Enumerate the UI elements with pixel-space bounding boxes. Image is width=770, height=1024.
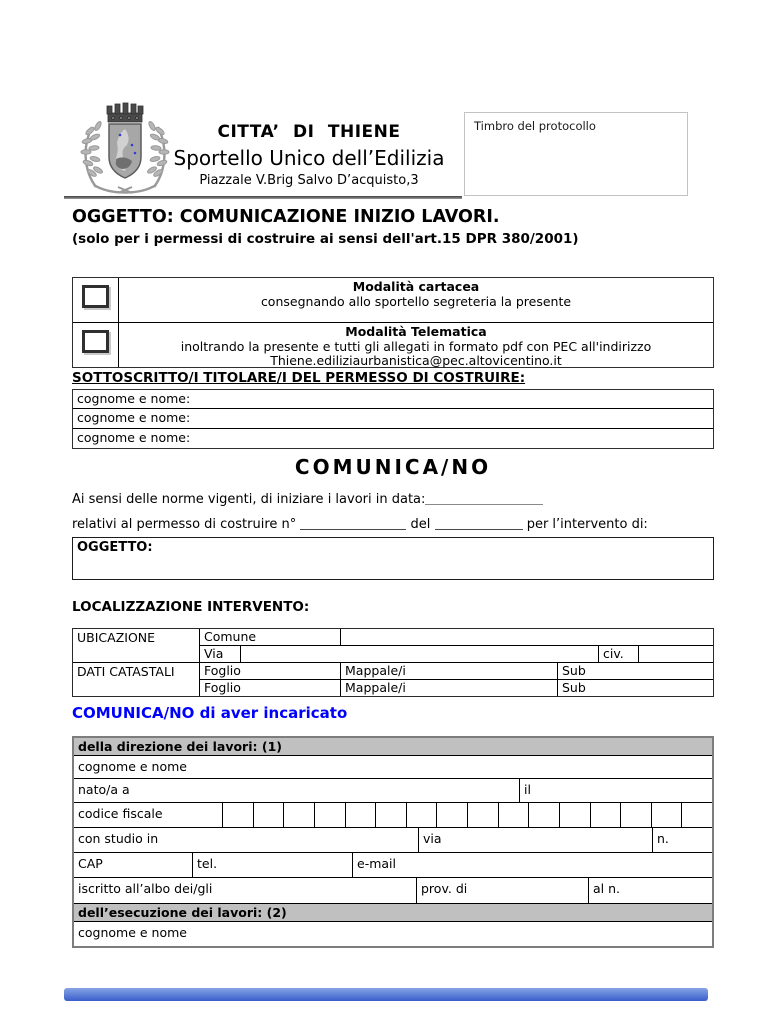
dl-numero-field[interactable]: n. xyxy=(657,831,669,846)
dl-albo-field[interactable]: iscritto all’albo dei/gli xyxy=(74,878,417,903)
dl-cap-row xyxy=(74,853,712,878)
cf-char-box-2[interactable] xyxy=(254,803,285,827)
civ-field[interactable] xyxy=(639,646,713,663)
dati-catastali-group xyxy=(73,663,713,696)
dl-via-field[interactable]: via xyxy=(419,828,653,852)
location-table xyxy=(72,628,714,697)
declaration-line-2 xyxy=(72,517,648,532)
cf-char-box-8[interactable] xyxy=(437,803,468,827)
cf-char-box-9[interactable] xyxy=(468,803,499,827)
cf-char-box-16[interactable] xyxy=(682,803,712,827)
permit-number-sentence: relativi al permesso di costruire n° xyxy=(72,517,297,532)
dl-nato-field[interactable]: nato/a a xyxy=(74,779,520,802)
esecuzione-lavori-section-header xyxy=(74,904,712,922)
start-date-blank[interactable] xyxy=(425,492,543,505)
foglio-field-2[interactable]: Foglio xyxy=(200,680,341,697)
assignment-heading: COMUNICA/NO di aver incaricato xyxy=(72,704,348,722)
assignment-table xyxy=(72,736,714,948)
dl-cap-field[interactable]: CAP xyxy=(74,853,193,877)
direzione-lavori-title: della direzione dei lavori: (1) xyxy=(78,739,282,754)
cf-char-box-15[interactable] xyxy=(652,803,683,827)
protocol-stamp-box xyxy=(464,112,688,196)
cf-char-box-12[interactable] xyxy=(560,803,591,827)
cf-char-box-1[interactable] xyxy=(223,803,254,827)
via-field[interactable] xyxy=(241,646,599,663)
dl-codice-fiscale-label: codice fiscale xyxy=(74,803,223,827)
dl-albo-row xyxy=(74,878,712,904)
mode-telematic-pec-address: Thiene.ediliziaurbanistica@pec.altovicentino.it xyxy=(270,353,562,368)
catasto-row-1 xyxy=(200,663,713,680)
foglio-field-1[interactable]: Foglio xyxy=(200,663,341,679)
declaration-title: COMUNICA/NO xyxy=(294,455,492,479)
cf-char-box-6[interactable] xyxy=(376,803,407,827)
dl-nato-row xyxy=(74,779,712,803)
dl-email-field[interactable]: e-mail xyxy=(357,856,396,871)
signatory-name-field-2[interactable]: cognome e nome: xyxy=(77,410,191,426)
permit-number-blank[interactable] xyxy=(300,517,406,530)
ubicazione-label: UBICAZIONE xyxy=(73,629,200,662)
cf-char-box-11[interactable] xyxy=(529,803,560,827)
mode-paper-checkbox[interactable] xyxy=(82,285,109,308)
mode-telematic-checkbox[interactable] xyxy=(82,330,109,353)
el-cognome-row xyxy=(74,922,712,946)
signatories-heading: SOTTOSCRITTO/I TITOLARE/I DEL PERMESSO DI COSTRUIRE: xyxy=(72,370,526,386)
mappale-field-2[interactable]: Mappale/i xyxy=(341,680,558,697)
via-label: Via xyxy=(200,646,241,663)
delivery-mode-table xyxy=(72,277,714,368)
oggetto-description-box[interactable] xyxy=(72,537,714,580)
mappale-field-1[interactable]: Mappale/i xyxy=(341,663,558,679)
signatory-name-field-1[interactable]: cognome e nome: xyxy=(77,391,191,406)
header-divider-rule xyxy=(64,196,462,199)
mode-paper-title: Modalità cartacea xyxy=(352,279,480,294)
protocol-stamp-label: Timbro del protocollo xyxy=(474,119,596,133)
permit-date-blank[interactable] xyxy=(435,517,523,530)
dl-studio-row xyxy=(74,828,712,853)
footer-blue-bar xyxy=(64,988,708,1001)
declaration-line-1 xyxy=(72,492,543,507)
dl-cognome-field[interactable]: cognome e nome xyxy=(78,759,187,774)
mode-telematic-checkbox-cell xyxy=(73,323,119,367)
cf-char-box-5[interactable] xyxy=(346,803,377,827)
direzione-lavori-section-header xyxy=(74,738,712,756)
el-cognome-field[interactable]: cognome e nome xyxy=(78,925,187,940)
dati-catastali-label: DATI CATASTALI xyxy=(73,663,200,696)
subject-subtitle: (solo per i permessi di costruire ai sensi dell'art.15 DPR 380/2001) xyxy=(72,231,579,247)
sub-field-1[interactable]: Sub xyxy=(562,663,586,678)
signatories-table xyxy=(72,389,714,449)
cf-char-box-14[interactable] xyxy=(621,803,652,827)
mode-telematic-title: Modalità Telematica xyxy=(345,324,487,339)
mode-paper-description xyxy=(119,278,713,322)
dl-numero-albo-field[interactable]: al n. xyxy=(593,881,621,896)
dl-studio-field[interactable]: con studio in xyxy=(74,828,419,852)
signatory-row-1[interactable] xyxy=(73,390,713,409)
location-heading: LOCALIZZAZIONE INTERVENTO: xyxy=(72,599,310,615)
mode-telematic-description xyxy=(119,323,713,367)
city-coat-of-arms-logo xyxy=(80,101,170,195)
ubicazione-group xyxy=(73,629,713,663)
dl-tel-field[interactable]: tel. xyxy=(193,853,353,877)
dl-data-nascita-field[interactable]: il xyxy=(524,782,531,797)
mode-row-paper xyxy=(73,278,713,323)
cf-char-box-3[interactable] xyxy=(284,803,315,827)
mode-telematic-line1: inoltrando la presente e tutti gli allegati in formato pdf con PEC all'indirizzo xyxy=(180,338,652,354)
dl-codice-fiscale-row xyxy=(74,803,712,828)
signatory-row-2[interactable] xyxy=(73,409,713,428)
start-date-sentence: Ai sensi delle norme vigenti, di iniziare i lavori in data: xyxy=(72,492,426,507)
mode-row-telematic xyxy=(73,323,713,367)
civ-label: civ. xyxy=(599,646,639,663)
comune-field[interactable] xyxy=(341,629,713,645)
sub-field-2[interactable]: Sub xyxy=(562,679,586,695)
signatory-name-field-3[interactable]: cognome e nome: xyxy=(77,429,191,445)
oggetto-box-label: OGGETTO: xyxy=(77,540,153,555)
header-identity-block xyxy=(168,122,450,188)
cf-char-box-13[interactable] xyxy=(591,803,622,827)
mode-paper-checkbox-cell xyxy=(73,278,119,322)
comune-label: Comune xyxy=(200,629,341,645)
city-name: CITTA’ DI THIENE xyxy=(217,122,401,142)
department-name: Sportello Unico dell’Edilizia xyxy=(173,146,445,170)
via-row xyxy=(200,646,713,663)
signatory-row-3[interactable] xyxy=(73,429,713,448)
cf-char-box-7[interactable] xyxy=(407,803,438,827)
dl-prov-field[interactable]: prov. di xyxy=(417,878,589,903)
intervention-sentence: per l’intervento di: xyxy=(526,517,648,532)
cf-char-box-10[interactable] xyxy=(499,803,530,827)
permit-del-label: del xyxy=(410,517,431,532)
dl-cognome-row xyxy=(74,756,712,779)
comune-row xyxy=(200,629,713,646)
cf-char-box-4[interactable] xyxy=(315,803,346,827)
esecuzione-lavori-title: dell’esecuzione dei lavori: (2) xyxy=(78,905,287,920)
subject-title: OGGETTO: COMUNICAZIONE INIZIO LAVORI. xyxy=(72,207,500,227)
mode-paper-line1: consegnando allo sportello segreteria la presente xyxy=(260,293,572,309)
catasto-row-2 xyxy=(200,680,713,697)
department-address: Piazzale V.Brig Salvo D’acquisto,3 xyxy=(199,173,419,188)
